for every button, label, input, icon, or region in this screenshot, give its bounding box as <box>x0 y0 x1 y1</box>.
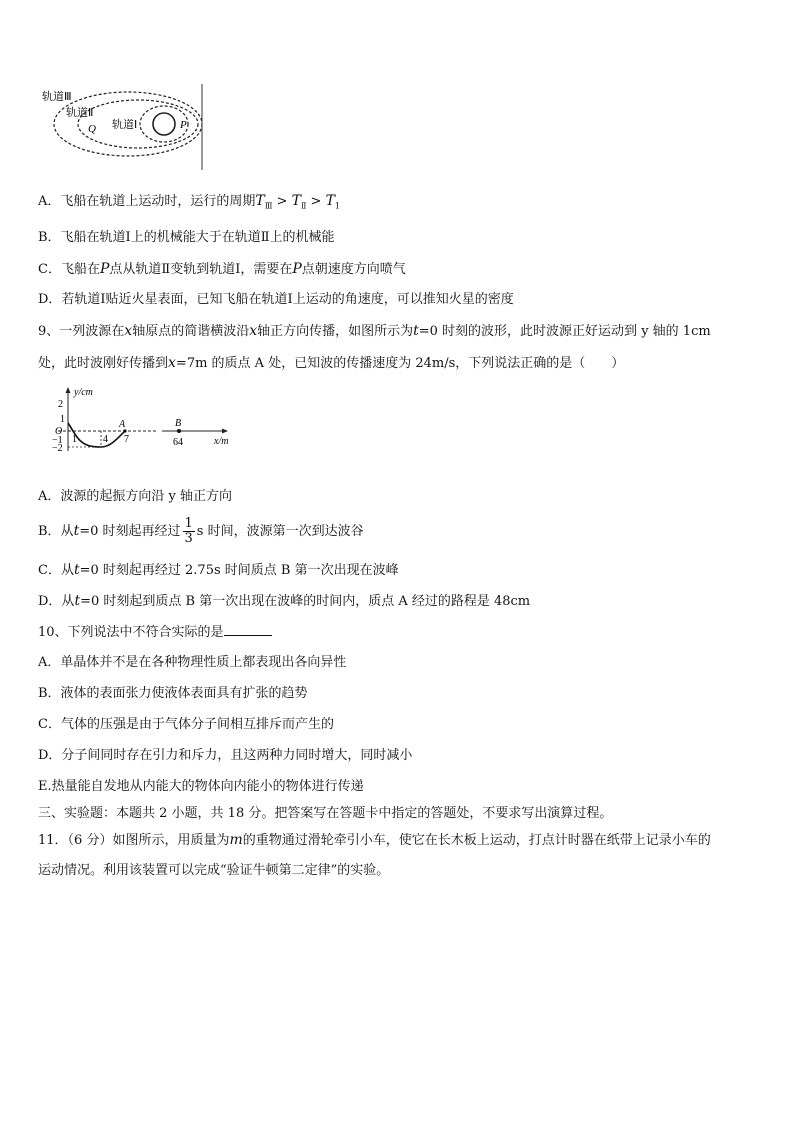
wave-ytick-neg2: −2 <box>52 443 63 454</box>
wave-ylabel: y/cm <box>74 387 93 398</box>
orbit2-label: 轨道Ⅱ <box>66 107 94 119</box>
wave-xtick-7: 7 <box>124 434 129 445</box>
point-q-label: Q <box>88 123 96 135</box>
wave-xtick-4: 4 <box>103 434 108 445</box>
wave-ytick-1: 1 <box>60 414 65 425</box>
point-b-label: B <box>175 418 182 429</box>
point-p-label: P <box>180 119 187 131</box>
q8-option-b: B．飞船在轨道Ⅰ上的机械能大于在轨道Ⅱ上的机械能 <box>38 230 335 245</box>
q11-line1: 11．（6 分）如图所示，用质量为m的重物通过滑轮牵引小车，使它在长木板上运动，打点计时器在纸带上记录小车的 <box>38 832 711 848</box>
q8-option-a: A．飞船在轨道上运动时，运行的周期$T_Ⅲ > T_Ⅱ > T_1$ <box>38 193 341 211</box>
wave-ytick-2: 2 <box>58 399 63 410</box>
q9-stem-line1: 9、一列波源在x轴原点的简谐横波沿x轴正方向传播，如图所示为t=0 时刻的波形，此时波源正好运动到 y 轴的 1cm <box>38 323 711 339</box>
wave-xtick-1: 1 <box>72 434 77 445</box>
q9-option-a: A．波源的起振方向沿 y 轴正方向 <box>38 489 232 504</box>
orbit-figure <box>40 82 210 172</box>
q10-option-d: D．分子间同时存在引力和斥力，且这两种力同时增大，同时减小 <box>38 748 413 763</box>
q9-stem-line2: 处，此时波刚好传播到x=7m 的质点 A 处，已知波的传播速度为 24m/s，下列说法正确的是（ ） <box>38 355 625 371</box>
wave-figure <box>44 385 244 455</box>
wave-xlabel: x/m <box>214 436 229 447</box>
wave-origin: O <box>55 426 63 437</box>
q9-option-d: D．从t=0 时刻起到质点 B 第一次出现在波峰的时间内，质点 A 经过的路程是 48cm <box>38 593 531 609</box>
q8-option-d: D．若轨道Ⅰ贴近火星表面，已知飞船在轨道Ⅰ上运动的角速度，可以推知火星的密度 <box>38 292 514 307</box>
wave-xtick-64: 64 <box>173 437 183 448</box>
point-b-dot <box>177 429 181 433</box>
fraction-one-third: $\frac{1}{3}$ <box>184 516 193 546</box>
orbit3-label: 轨道Ⅲ <box>42 91 72 103</box>
q10-option-a: A．单晶体并不是在各种物理性质上都表现出各向异性 <box>38 655 347 670</box>
section-3-heading: 三、实验题：本题共 2 小题，共 18 分。把答案写在答题卡中指定的答题处，不要求写出演算过程。 <box>38 806 613 821</box>
q10-option-b: B．液体的表面张力使液体表面具有扩张的趋势 <box>38 686 308 701</box>
wave-y-arrow <box>66 387 71 393</box>
q9-option-c: C．从t=0 时刻起再经过 2.75s 时间质点 B 第一次出现在波峰 <box>38 562 399 578</box>
wave-ytick-neg1: −1 <box>52 435 63 446</box>
q11-line2: 运动情况。利用该装置可以完成“验证牛顿第二定律”的实验。 <box>38 863 390 878</box>
point-a-label: A <box>119 419 126 430</box>
wave-x-arrow <box>222 429 228 434</box>
q10-option-e: E.热量能自发地从内能大的物体向内能小的物体进行传递 <box>38 779 364 794</box>
orbit1-label: 轨道Ⅰ <box>112 119 138 131</box>
mars-planet <box>153 113 175 135</box>
q8-option-c: C．飞船在P点从轨道Ⅱ变轨到轨道Ⅰ，需要在P点朝速度方向喷气 <box>38 261 406 277</box>
q10-option-c: C．气体的压强是由于气体分子间相互排斥而产生的 <box>38 717 334 732</box>
answer-blank <box>224 623 272 636</box>
q10-stem: 10、下列说法中不符合实际的是 <box>38 623 272 642</box>
q9-option-b: B．从t=0 时刻起再经过 $\frac{1}{3}$ s 时间，波源第一次到达波谷 <box>38 516 364 546</box>
